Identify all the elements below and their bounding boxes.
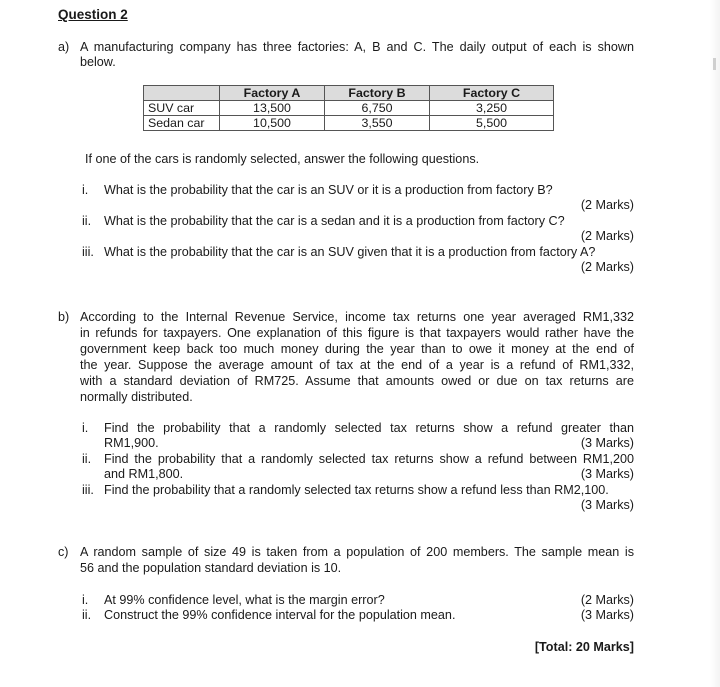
table-header-row xyxy=(144,86,554,101)
item-marks: (3 Marks) xyxy=(580,436,634,450)
item-marks: (3 Marks) xyxy=(580,467,634,481)
total-marks: [Total: 20 Marks] xyxy=(534,640,634,654)
item-number: i. xyxy=(82,183,89,197)
item-number: iii. xyxy=(82,245,94,259)
item-number: ii. xyxy=(82,214,92,228)
item-text-cont: RM1,900. xyxy=(104,436,159,450)
table-cell: 3,250 xyxy=(430,101,554,116)
part-a-label: a) xyxy=(58,40,70,54)
table-corner-cell xyxy=(144,86,220,101)
row-label: SUV car xyxy=(144,101,220,116)
item-number: ii. xyxy=(82,608,92,622)
item-number: i. xyxy=(82,421,89,435)
table-cell: 10,500 xyxy=(220,116,325,131)
question-title: Question 2 xyxy=(58,7,128,22)
item-marks: (3 Marks) xyxy=(580,608,634,622)
row-label: Sedan car xyxy=(144,116,220,131)
part-b-line: government keep back too much money during the year than to owe it money at the end of xyxy=(80,342,634,356)
item-text: Find the probability that a randomly selected tax returns show a refund less than RM2,100. xyxy=(104,483,609,497)
item-text: Find the probability that a randomly selected tax returns show a refund between RM1,200 xyxy=(104,452,634,466)
part-b-line: with a standard deviation of RM725. Assume that amounts owed or due on tax returns are xyxy=(80,374,634,388)
item-text: Find the probability that a randomly selected tax returns show a refund greater than xyxy=(104,421,634,435)
page-edge-mark xyxy=(713,58,716,70)
part-b-label: b) xyxy=(58,310,70,324)
column-header: Factory B xyxy=(325,86,430,101)
part-a-instruction: If one of the cars is randomly selected, answer the following questions. xyxy=(85,152,480,166)
table-cell: 13,500 xyxy=(220,101,325,116)
part-b-line: normally distributed. xyxy=(80,390,193,404)
item-number: i. xyxy=(82,593,89,607)
part-b-line: in refunds for taxpayers. One explanation of this figure is that taxpayers would rather have the xyxy=(80,326,634,340)
item-text: What is the probability that the car is a sedan and it is a production from factory C? xyxy=(104,214,565,228)
table-row xyxy=(144,116,554,131)
part-a-intro-line1: A manufacturing company has three factories: A, B and C. The daily output of each is shown xyxy=(80,40,634,54)
part-b-line: According to the Internal Revenue Service, income tax returns one year averaged RM1,332 xyxy=(80,310,634,324)
part-c-line1: A random sample of size 49 is taken from a population of 200 members. The sample mean is xyxy=(80,545,634,559)
item-marks: (2 Marks) xyxy=(580,593,634,607)
item-text: Construct the 99% confidence interval for the population mean. xyxy=(104,608,456,622)
part-c-label: c) xyxy=(58,545,69,559)
item-number: ii. xyxy=(82,452,92,466)
item-text: What is the probability that the car is an SUV or it is a production from factory B? xyxy=(104,183,553,197)
table-cell: 6,750 xyxy=(325,101,430,116)
item-text: What is the probability that the car is an SUV given that it is a production from factory A? xyxy=(104,245,596,259)
part-a-intro-line2: below. xyxy=(80,55,116,69)
table-row xyxy=(144,101,554,116)
table-cell: 3,550 xyxy=(325,116,430,131)
part-c-line2: 56 and the population standard deviation is 10. xyxy=(80,561,342,575)
page-edge-shadow xyxy=(710,0,720,687)
item-number: iii. xyxy=(82,483,94,497)
item-marks: (2 Marks) xyxy=(580,229,634,243)
column-header: Factory A xyxy=(220,86,325,101)
item-marks: (2 Marks) xyxy=(580,260,634,274)
item-text-cont: and RM1,800. xyxy=(104,467,184,481)
column-header: Factory C xyxy=(430,86,554,101)
item-marks: (2 Marks) xyxy=(580,198,634,212)
table-cell: 5,500 xyxy=(430,116,554,131)
factory-output-table xyxy=(143,85,554,131)
item-marks: (3 Marks) xyxy=(580,498,634,512)
item-text: At 99% confidence level, what is the margin error? xyxy=(104,593,385,607)
part-b-line: the year. Suppose the average amount of tax at the end of a year is a refund of RM1,332, xyxy=(80,358,634,372)
